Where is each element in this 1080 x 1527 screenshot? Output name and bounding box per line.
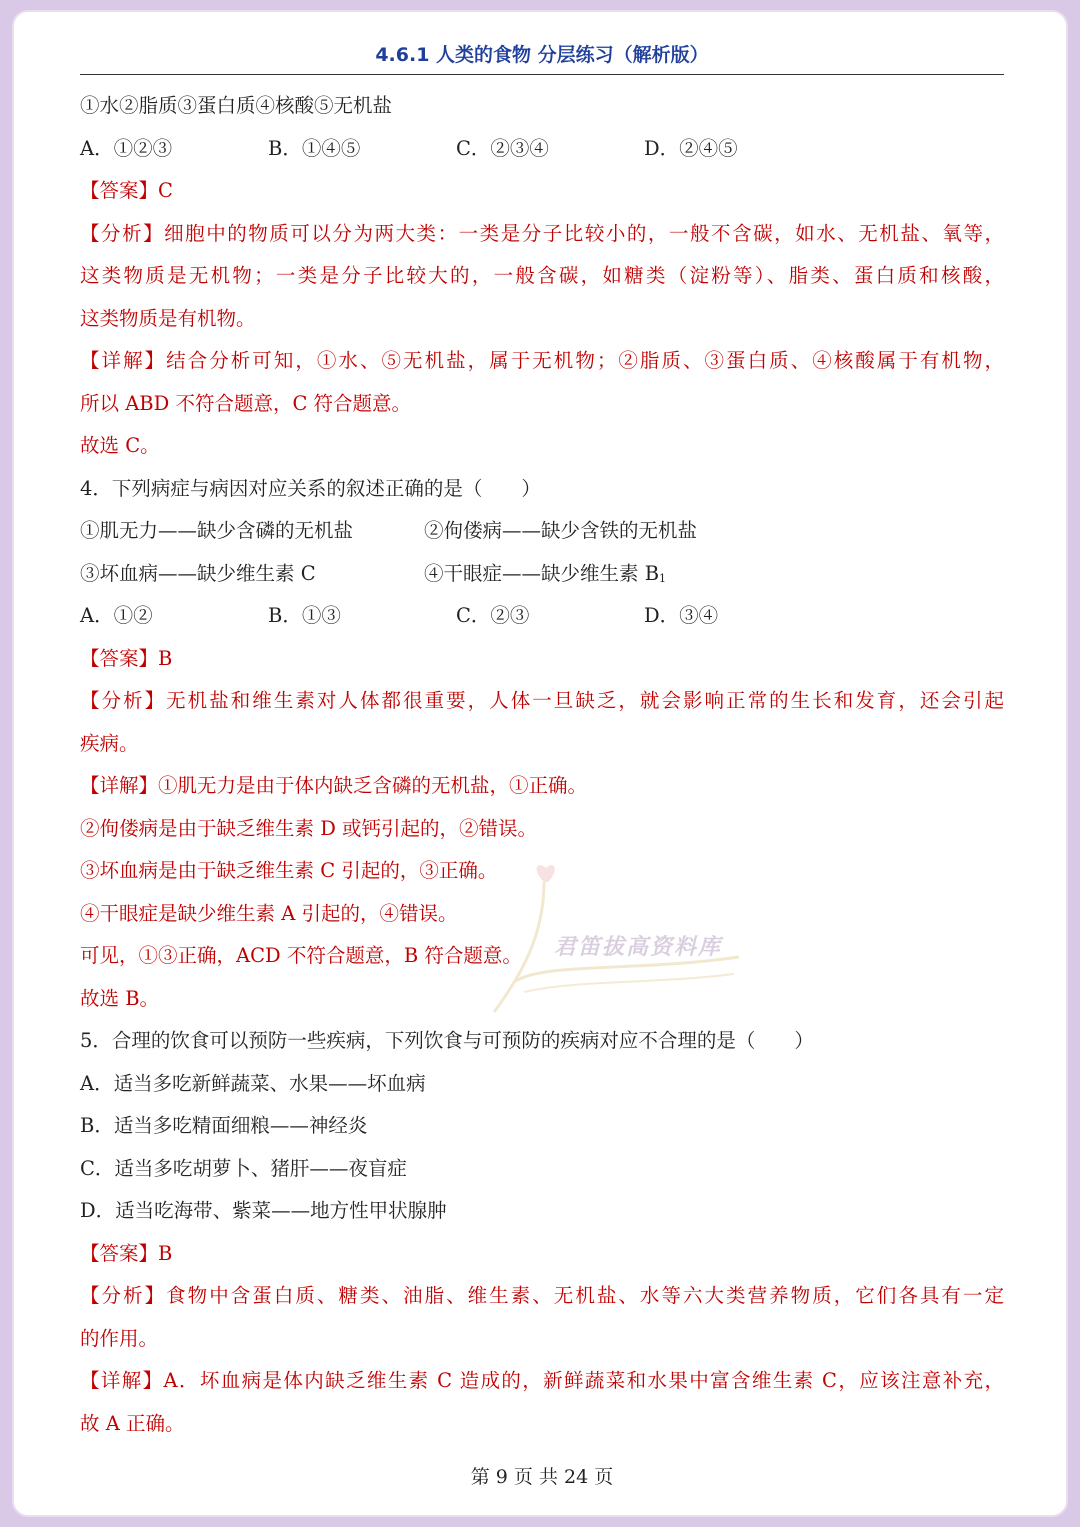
q3-analysis-line: 这类物质是无机物；一类是分子比较大的，一般含碳，如糖类（淀粉等）、脂类、蛋白质和核酸， [80,264,1004,287]
watermark-text: 君笛拔高资料库 [554,935,723,960]
q3-option-a: A．①②③ [80,136,173,160]
q3-option-d: D．②④⑤ [644,136,738,160]
q4-options [80,595,1004,638]
q4-option-d: D．③④ [644,604,719,627]
q4-pair-4: ④干眼症——缺少维生素 B [424,561,660,585]
q5-option-a: A．适当多吃新鲜蔬菜、水果——坏血病 [80,1071,426,1095]
q5-detail-line: 【详解】A．坏血病是体内缺乏维生素 C 造成的，新鲜蔬菜和水果中富含维生素 C，应该注意补充， [80,1369,1004,1392]
q3-analysis-line: 【分析】细胞中的物质可以分为两大类：一类是分子比较小的，一般不含碳，如水、无机盐、氧等， [80,221,1004,245]
document-body [80,85,1004,1445]
q3-option-c: C．②③④ [456,136,549,160]
q5-analysis-line: 的作用。 [80,1326,159,1350]
q4-pair-3: ③坏血病——缺少维生素 C [80,561,316,585]
q4-detail-line: ③坏血病是由于缺乏维生素 C 引起的，③正确。 [80,859,498,882]
q5-answer: 【答案】B [80,1241,173,1265]
q4-stem: 4．下列病症与病因对应关系的叙述正确的是（ ） [80,476,541,500]
q4-analysis-line: 疾病。 [80,731,139,755]
q4-option-b: B．①③ [268,604,341,627]
q3-items: ①水②脂质③蛋白质④核酸⑤无机盐 [80,94,393,117]
q3-analysis-line: 这类物质是有机物。 [80,306,256,330]
q4-conclusion: 故选 B。 [80,986,160,1010]
q4-pair-2: ②佝偻病——缺少含铁的无机盐 [424,519,698,542]
q5-option-b: B．适当多吃精面细粮——神经炎 [80,1114,368,1137]
page-title: 4.6.1 人类的食物 分层练习（解析版） [375,44,709,66]
q4-pair-1: ①肌无力——缺少含磷的无机盐 [80,519,354,542]
q4-pair-row [80,510,1004,553]
q4-pair-row [80,553,1004,596]
q3-option-b: B．①④⑤ [268,136,361,160]
q4-detail-line: 【详解】①肌无力是由于体内缺乏含磷的无机盐，①正确。 [80,774,588,797]
q4-detail-line: ②佝偻病是由于缺乏维生素 D 或钙引起的，②错误。 [80,816,538,840]
q5-option-d: D．适当吃海带、紫菜——地方性甲状腺肿 [80,1199,447,1222]
q5-detail-line: 故 A 正确。 [80,1411,185,1435]
q3-conclusion: 故选 C。 [80,434,160,457]
header-divider [80,74,1004,75]
q3-options [80,128,1004,171]
watermark-logo [484,862,754,1022]
q4-answer: 【答案】B [80,646,173,670]
q4-detail-line: 可见，①③正确，ACD 不符合题意，B 符合题意。 [80,944,522,967]
q4-option-c: C．②③ [456,604,530,627]
q3-detail-line: 【详解】结合分析可知，①水、⑤无机盐，属于无机物；②脂质、③蛋白质、④核酸属于有机物， [80,349,1004,372]
q3-detail-line: 所以 ABD 不符合题意，C 符合题意。 [80,391,412,415]
q5-option-c: C．适当多吃胡萝卜、猪肝——夜盲症 [80,1156,407,1180]
page-number: 第 9 页 共 24 页 [470,1466,614,1488]
q5-stem: 5．合理的饮食可以预防一些疾病，下列饮食与可预防的疾病对应不合理的是（ ） [80,1029,814,1052]
document-page [12,10,1068,1517]
q4-analysis-line: 【分析】无机盐和维生素对人体都很重要，人体一旦缺乏，就会影响正常的生长和发育，还会引起 [80,689,1004,712]
q4-detail-line: ④干眼症是缺少维生素 A 引起的，④错误。 [80,901,458,925]
q4-subscript: 1 [659,571,667,585]
q4-option-a: A．①② [80,604,153,627]
q5-analysis-line: 【分析】食物中含蛋白质、糖类、油脂、维生素、无机盐、水等六大类营养物质，它们各具有一定 [80,1284,1004,1307]
q3-answer: 【答案】C [80,179,173,202]
